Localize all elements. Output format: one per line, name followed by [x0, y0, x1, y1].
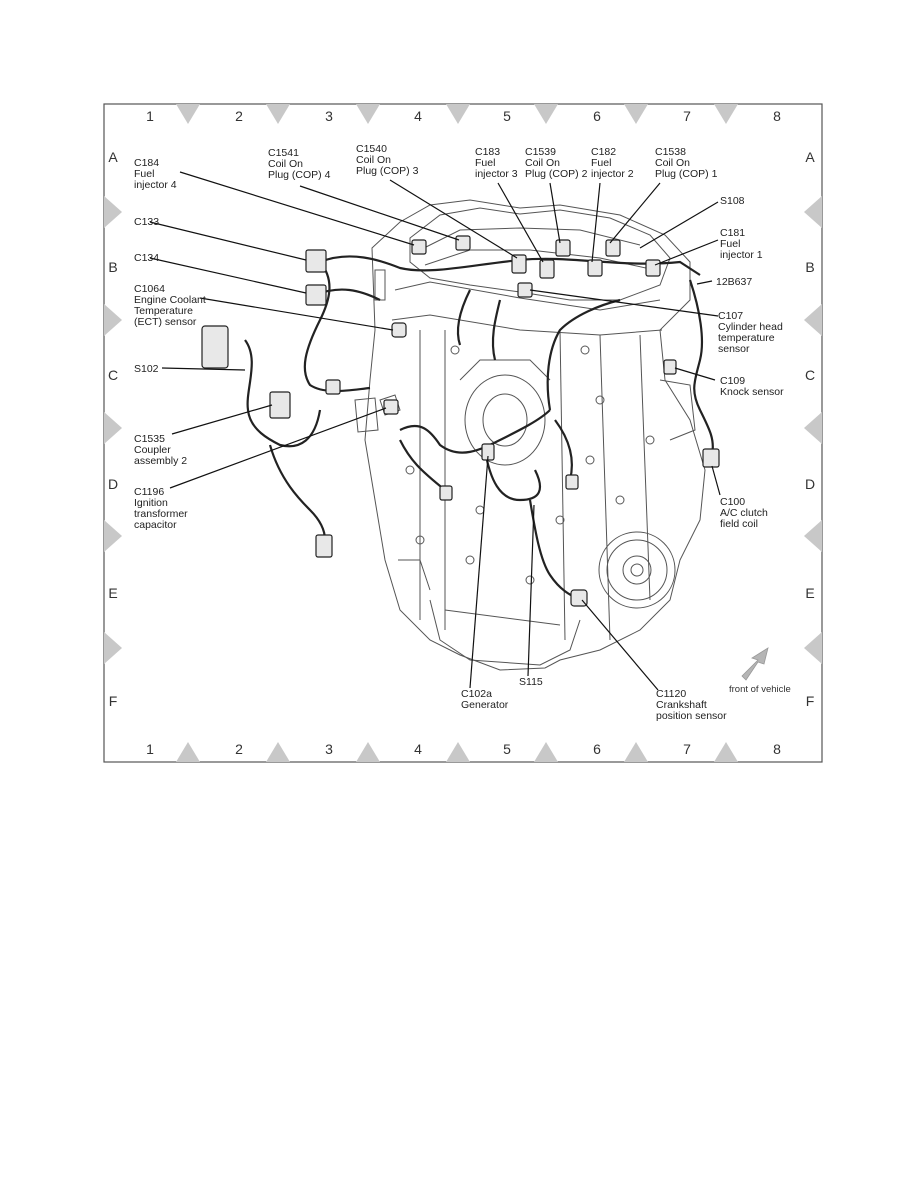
connector-mid-2: [566, 475, 578, 489]
row-label: E: [805, 585, 815, 601]
label-c109: C109 Knock sensor: [720, 375, 784, 398]
label-c102a: C102a Generator: [461, 688, 509, 711]
label-c1540: C1540 Coil On Plug (COP) 3: [356, 143, 419, 177]
label-c184: C184 Fuel injector 4: [134, 157, 177, 191]
label-s102: S102: [134, 363, 159, 375]
connector-c133: [306, 250, 326, 272]
front-of-vehicle-label: front of vehicle: [729, 684, 791, 695]
connector-cop-4: [456, 236, 470, 250]
col-label: 2: [235, 108, 243, 124]
label-c1541: C1541 Coil On Plug (COP) 4: [268, 147, 331, 181]
col-label: 3: [325, 741, 333, 757]
col-label: 7: [683, 741, 691, 757]
connector-ect: [392, 323, 406, 337]
label-c107: C107 Cylinder head temperature sensor: [718, 310, 783, 355]
col-label: 2: [235, 741, 243, 757]
connector-injector-4: [412, 240, 426, 254]
col-label: 5: [503, 108, 511, 124]
row-label: C: [804, 367, 816, 383]
label-c133: C133: [134, 216, 160, 228]
label-12b637: 12B637: [716, 276, 753, 288]
label-c1120: C1120 Crankshaft position sensor: [656, 688, 727, 722]
col-label: 5: [503, 741, 511, 757]
connector-mid-1: [440, 486, 452, 500]
row-label: E: [108, 585, 118, 601]
connector-mid-3: [326, 380, 340, 394]
connector-injector-1: [646, 260, 660, 276]
row-label: F: [108, 693, 118, 709]
col-label: 6: [593, 108, 601, 124]
label-c182: C182 Fuel injector 2: [591, 146, 634, 180]
connector-coupler-1: [202, 326, 228, 368]
connector-injector-3: [540, 260, 554, 278]
col-label: 4: [414, 741, 422, 757]
col-label: 4: [414, 108, 422, 124]
col-label: 1: [146, 741, 154, 757]
row-label: D: [107, 476, 119, 492]
row-label: A: [805, 149, 815, 165]
connector-c100: [703, 449, 719, 467]
col-label: 8: [773, 741, 781, 757]
label-s108: S108: [720, 195, 745, 207]
col-label: 6: [593, 741, 601, 757]
col-label: 8: [773, 108, 781, 124]
row-label: F: [805, 693, 815, 709]
connector-injector-2: [588, 260, 602, 276]
row-label: A: [108, 149, 118, 165]
label-c1539: C1539 Coil On Plug (COP) 2: [525, 146, 588, 180]
label-c134: C134: [134, 252, 160, 264]
diagram-frame: [104, 104, 822, 762]
connector-cop-3: [512, 255, 526, 273]
connector-c1535: [270, 392, 290, 418]
row-label: C: [107, 367, 119, 383]
label-c181: C181 Fuel injector 1: [720, 227, 763, 261]
connector-c109: [664, 360, 676, 374]
connector-lower-left: [316, 535, 332, 557]
label-c1196: C1196 Ignition transformer capacitor: [134, 486, 188, 531]
label-c1535: C1535 Coupler assembly 2: [134, 433, 188, 467]
label-c1064: C1064 Engine Coolant Temperature (ECT) sensor: [134, 283, 206, 328]
connector-cop-1: [606, 240, 620, 256]
col-label: 7: [683, 108, 691, 124]
label-c183: C183 Fuel injector 3: [475, 146, 518, 180]
label-s115: S115: [519, 676, 543, 688]
connector-c107: [518, 283, 532, 297]
col-label: 1: [146, 108, 154, 124]
connector-c134: [306, 285, 326, 305]
connector-c1196: [384, 400, 398, 414]
col-label: 3: [325, 108, 333, 124]
label-c100: C100 A/C clutch field coil: [720, 496, 768, 530]
label-c1538: C1538 Coil On Plug (COP) 1: [655, 146, 718, 180]
row-label: D: [804, 476, 816, 492]
row-label: B: [108, 259, 118, 275]
connector-cop-2: [556, 240, 570, 256]
row-label: B: [805, 259, 815, 275]
